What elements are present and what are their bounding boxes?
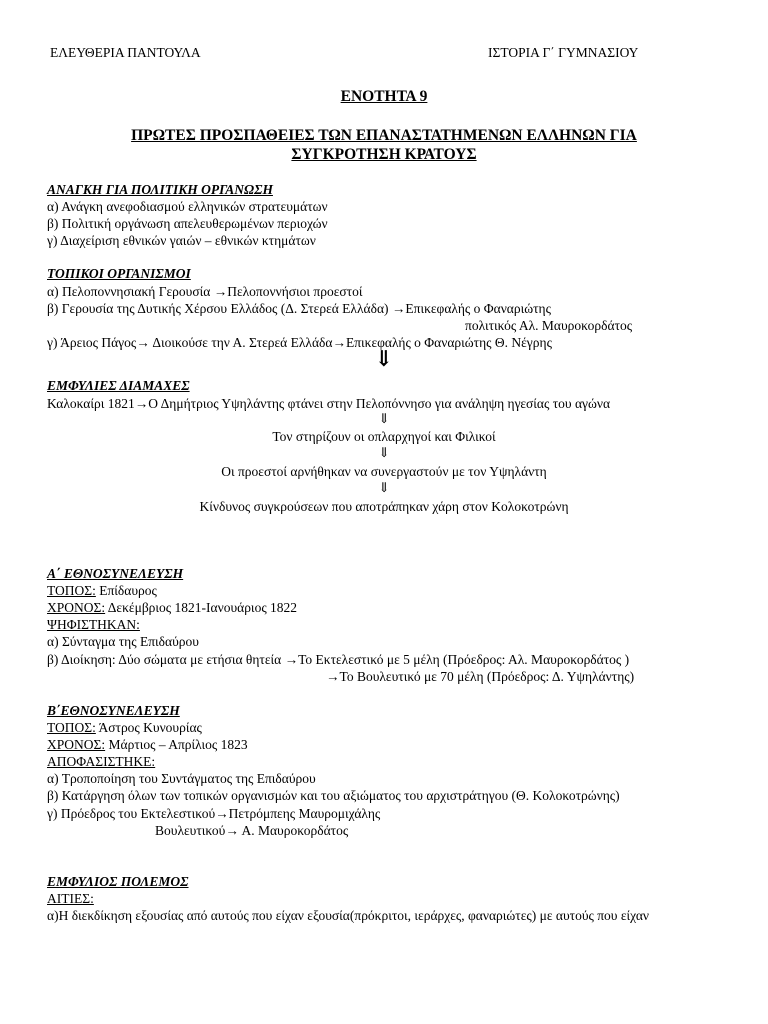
- section-heading-civil-disputes: ΕΜΦΥΛΙΕΣ ΔΙΑΜΑΧΕΣ: [47, 378, 190, 393]
- need-item-a: α) Ανάγκη ανεφοδιασμού ελληνικών στρατευμάτων: [47, 199, 328, 214]
- civil-disputes-line-3: Οι προεστοί αρνήθηκαν να συνεργαστούν με τον Υψηλάντη: [221, 464, 547, 479]
- first-assembly-place: ΤΟΠΟΣ: Επίδαυρος: [47, 583, 157, 598]
- need-item-b: β) Πολιτική οργάνωση απελευθερωμένων περιοχών: [47, 216, 328, 231]
- header-subject: ΙΣΤΟΡΙΑ Γ΄ ΓΥΜΝΑΣΙΟΥ: [488, 45, 639, 60]
- second-assembly-decided-label: ΑΠΟΦΑΣΙΣΤΗΚΕ:: [47, 754, 156, 769]
- civil-war-causes-label: ΑΙΤΙΕΣ:: [47, 891, 94, 906]
- local-item-b: β) Γερουσία της Δυτικής Χέρσου Ελλάδος (Δ. Στερεά Ελλάδα) →Επικεφαλής ο Φαναριώτης: [47, 301, 551, 316]
- second-assembly-item-a: α) Τροποποίηση του Συντάγματος της Επιδαύρου: [47, 771, 316, 786]
- section-heading-need: ΑΝΑΓΚΗ ΓΙΑ ΠΟΛΙΤΙΚΗ ΟΡΓΑΝΩΣΗ: [47, 182, 273, 197]
- first-assembly-voted-label: ΨΗΦΙΣΤΗΚΑΝ:: [47, 617, 140, 632]
- first-assembly-item-b-continued: →Το Βουλευτικό με 70 μέλη (Πρόεδρος: Δ. Υψηλάντης): [326, 669, 635, 684]
- section-heading-second-assembly: Β΄ΕΘΝΟΣΥΝΕΛΕΥΣΗ: [47, 703, 180, 718]
- second-assembly-item-c: γ) Πρόεδρος του Εκτελεστικού→Πετρόμπεης Μαυρομιχάλης: [47, 806, 381, 821]
- double-down-arrow-icon: ⇓: [374, 346, 394, 371]
- second-assembly-item-c-continued: Βουλευτικού→ Α. Μαυροκορδάτος: [155, 823, 349, 838]
- need-item-c: γ) Διαχείριση εθνικών γαιών – εθνικών κτημάτων: [47, 233, 316, 248]
- civil-war-cause-a: α)Η διεκδίκηση εξουσίας από αυτούς που είχαν εξουσία(πρόκριτοι, ιεράρχες, φαναριώτες) με αυτούς που είχαν: [47, 908, 650, 923]
- second-assembly-time: ΧΡΟΝΟΣ: Μάρτιος – Απρίλιος 1823: [47, 737, 248, 752]
- second-assembly-place: ΤΟΠΟΣ: Άστρος Κυνουρίας: [47, 720, 202, 735]
- civil-disputes-line-4: Κίνδυνος συγκρούσεων που αποτράπηκαν χάρη στον Κολοκοτρώνη: [199, 499, 569, 514]
- double-down-arrow-icon: ⇓: [378, 445, 390, 460]
- double-down-arrow-icon: ⇓: [378, 411, 390, 426]
- civil-disputes-line-2: Τον στηρίζουν οι οπλαρχηγοί και Φιλικοί: [272, 429, 496, 444]
- main-title-line-1: ΠΡΩΤΕΣ ΠΡΟΣΠΑΘΕΙΕΣ ΤΩΝ ΕΠΑΝΑΣΤΑΤΗΜΕΝΩΝ ΕΛΛΗΝΩΝ ΓΙΑ: [131, 127, 637, 144]
- local-item-c: γ) Άρειος Πάγος→ Διοικούσε την Α. Στερεά Ελλάδα→Επικεφαλής ο Φαναριώτης Θ. Νέγρης: [47, 335, 552, 350]
- main-title-line-2: ΣΥΓΚΡΟΤΗΣΗ ΚΡΑΤΟΥΣ: [291, 146, 477, 163]
- first-assembly-item-a: α) Σύνταγμα της Επιδαύρου: [47, 634, 199, 649]
- second-assembly-item-b: β) Κατάργηση όλων των τοπικών οργανισμών και του αξιώματος του αρχιστράτηγου (Θ. Κολοκοτρώνης): [47, 788, 620, 803]
- double-down-arrow-icon: ⇓: [378, 480, 390, 495]
- local-item-b-continued: πολιτικός Αλ. Μαυροκορδάτος: [465, 318, 633, 333]
- first-assembly-item-b: β) Διοίκηση: Δύο σώματα με ετήσια θητεία →Το Εκτελεστικό με 5 μέλη (Πρόεδρος: Αλ. Μαυροκορδάτος ): [47, 652, 630, 667]
- section-heading-local: ΤΟΠΙΚΟΙ ΟΡΓΑΝΙΣΜΟΙ: [47, 266, 191, 281]
- unit-title: ΕΝΟΤΗΤΑ 9: [340, 88, 428, 105]
- local-item-a: α) Πελοποννησιακή Γερουσία →Πελοποννήσιοι προεστοί: [47, 284, 363, 299]
- header-author: ΕΛΕΥΘΕΡΙΑ ΠΑΝΤΟΥΛΑ: [50, 45, 201, 60]
- first-assembly-time: ΧΡΟΝΟΣ: Δεκέμβριος 1821-Ιανουάριος 1822: [47, 600, 298, 615]
- civil-disputes-line-1: Καλοκαίρι 1821→Ο Δημήτριος Υψηλάντης φτάνει στην Πελοπόννησο για ανάληψη ηγεσίας του αγώνα: [47, 396, 611, 411]
- section-heading-civil-war: ΕΜΦΥΛΙΟΣ ΠΟΛΕΜΟΣ: [47, 874, 189, 889]
- section-heading-first-assembly: Α΄ ΕΘΝΟΣΥΝΕΛΕΥΣΗ: [47, 566, 184, 581]
